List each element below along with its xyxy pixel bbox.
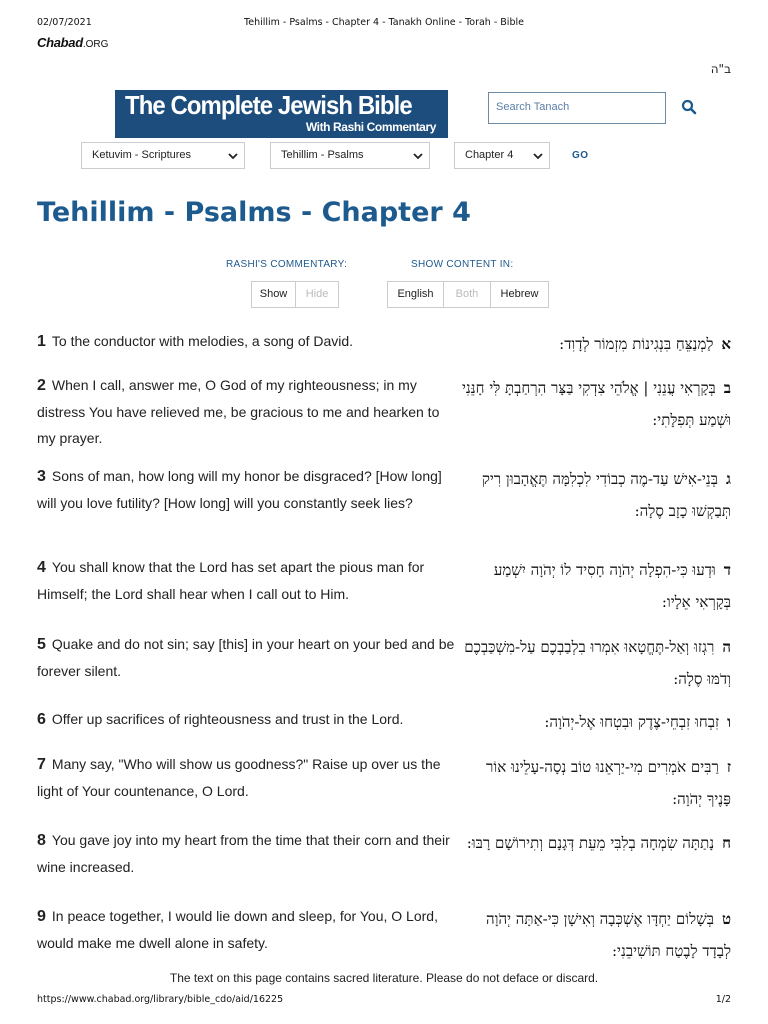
verse-english-text: In peace together, I would lie down and sleep, for You, O Lord, would make me dwell alone in safety. xyxy=(37,908,438,951)
site-banner[interactable] xyxy=(115,90,448,138)
verse-number: 7 xyxy=(37,756,46,773)
print-title: Tehillim - Psalms - Chapter 4 - Tanakh Online - Torah - Bible xyxy=(244,17,524,28)
verse-english-text: You gave joy into my heart from the time that their corn and their wine increased. xyxy=(37,832,450,875)
verse-hebrew xyxy=(461,631,731,695)
verse-hebrew-number: ח xyxy=(722,834,731,852)
chevron-down-icon xyxy=(533,151,543,161)
verse-english-text: Offer up sacrifices of righteousness and trust in the Lord. xyxy=(51,711,404,727)
verse-hebrew-text: בְּקָרְאִי עֲנֵנִי | אֱלֹהֵי צִדְקִי בַּצָּר הִרְחַבְתָּ לִּי חָנֵּנִי וּשְׁמַע תְּפִלָּתִי: xyxy=(461,379,731,429)
search-input[interactable]: Search Tanach xyxy=(488,92,666,124)
verse-hebrew-text: זִבְחוּ זִבְחֵי-צֶדֶק וּבִטְחוּ אֶל-יְהֹוָה: xyxy=(544,713,720,731)
verse-english xyxy=(37,463,457,516)
english-button[interactable]: English xyxy=(387,281,444,308)
book-select[interactable] xyxy=(270,142,430,169)
verse-hebrew-text: בְּשָׁלוֹם יַחְדָּו אֶשְׁכְּבָה וְאִישָׁן כִּי-אַתָּה יְהֹוָה לְבָדָד לָבֶטַח תּוֹשִׁיבֵנִי: xyxy=(486,910,731,960)
verse-english-text: Sons of man, how long will my honor be disgraced? [How long] will you love futility? [How long] will you constantly seek lies? xyxy=(37,468,442,511)
verse-english-text: When I call, answer me, O God of my righteousness; in my distress You have relieved me, be gracious to me and hearken to my prayer. xyxy=(37,377,440,446)
verse-english xyxy=(37,903,457,956)
verse-hebrew-number: ו xyxy=(727,713,731,731)
verse-english xyxy=(37,706,457,733)
verse-hebrew-number: ב xyxy=(723,379,731,397)
verse-english xyxy=(37,328,457,355)
chabad-logo[interactable] xyxy=(37,35,108,50)
verse-hebrew xyxy=(461,372,731,436)
logo-brand: Chabad xyxy=(37,35,83,50)
logo-suffix: .ORG xyxy=(82,39,109,50)
print-page-number: 1/2 xyxy=(715,994,731,1005)
verse-number: 3 xyxy=(37,468,46,485)
sacred-text-notice: The text on this page contains sacred literature. Please do not deface or discard. xyxy=(169,971,599,985)
verse-hebrew xyxy=(461,903,731,967)
verse-number: 2 xyxy=(37,377,46,394)
verse-hebrew-text: בְּנֵי-אִישׁ עַד-מֶה כְבוֹדִי לִכְלִמָּה תֶּאֱהָבוּן רִיק תְּבַקְשׁוּ כָזָב סֶלָה: xyxy=(481,470,731,520)
verse-english xyxy=(37,631,457,684)
verse-hebrew xyxy=(461,328,731,360)
verse-english-text: To the conductor with melodies, a song of David. xyxy=(51,333,354,349)
verse-english-text: Many say, "Who will show us goodness?" Raise up over us the light of Your countenance, O Lord. xyxy=(37,756,441,799)
both-button[interactable]: Both xyxy=(443,281,491,308)
rashi-hide-button[interactable]: Hide xyxy=(295,281,339,308)
verse-hebrew-number: ג xyxy=(726,470,731,488)
verse-hebrew-text: לַמְנַצֵּחַ בִּנְגִינוֹת מִזְמוֹר לְדָוִד: xyxy=(559,335,714,353)
verse-hebrew-text: רַבִּים אֹמְרִים מִי-יַרְאֵנוּ טוֹב נְסָה-עָלֵינוּ אוֹר פָּנֶיךָ יְהֹוָה: xyxy=(486,758,731,808)
verse-hebrew xyxy=(461,706,731,738)
verse-english-text: Quake and do not sin; say [this] in your heart on your bed and be forever silent. xyxy=(37,636,455,679)
verse-number: 6 xyxy=(37,711,46,728)
banner-title: The Complete Jewish Bible xyxy=(125,90,412,120)
verse-hebrew xyxy=(461,827,731,859)
verse-hebrew-number: ט xyxy=(721,910,731,928)
rashi-show-button[interactable]: Show xyxy=(251,281,296,308)
verse-english xyxy=(37,554,457,607)
verse-hebrew xyxy=(461,463,731,527)
chapter-select[interactable] xyxy=(454,142,550,169)
banner-subtitle: With Rashi Commentary xyxy=(305,120,436,134)
bh-mark: ב"ה xyxy=(710,62,731,76)
show-content-label: SHOW CONTENT IN: xyxy=(411,259,514,270)
verse-number: 8 xyxy=(37,832,46,849)
verse-hebrew-text: רִגְזוּ וְאַל-תֶּחֱטָאוּ אִמְרוּ בִלְבַבְכֶם עַל-מִשְׁכַּבְכֶם וְדֹמּוּ סֶלָה: xyxy=(464,638,731,688)
print-url: https://www.chabad.org/library/bible_cdo/aid/16225 xyxy=(37,994,284,1005)
print-date: 02/07/2021 xyxy=(37,17,92,28)
verse-number: 9 xyxy=(37,908,46,925)
verse-hebrew-text: וּדְעוּ כִּי-הִפְלָה יְהֹוָה חָסִיד לוֹ יְהֹוָה יִשְׁמַע בְּקָרְאִי אֵלָיו: xyxy=(493,561,731,611)
section-select[interactable] xyxy=(81,142,245,169)
verse-english xyxy=(37,827,457,880)
verse-number: 4 xyxy=(37,559,46,576)
verse-english xyxy=(37,372,457,451)
search-icon[interactable] xyxy=(680,98,698,116)
page-title: Tehillim - Psalms - Chapter 4 xyxy=(37,197,471,228)
verse-hebrew-number: א xyxy=(721,335,731,353)
verse-number: 1 xyxy=(37,333,46,350)
verse-english xyxy=(37,751,457,804)
verse-hebrew-text: נָתַתָּה שִׂמְחָה בְלִבִּי מֵעֵת דְּגָנָם וְתִירוֹשָׁם רָבּוּ: xyxy=(466,834,715,852)
verse-number: 5 xyxy=(37,636,46,653)
verse-hebrew-number: ה xyxy=(722,638,731,656)
verse-hebrew xyxy=(461,554,731,618)
chevron-down-icon xyxy=(228,151,238,161)
verse-hebrew-number: ז xyxy=(726,758,731,776)
hebrew-button[interactable]: Hebrew xyxy=(490,281,549,308)
book-select-value: Tehillim - Psalms xyxy=(281,149,364,161)
verse-english-text: You shall know that the Lord has set apart the pious man for Himself; the Lord shall hear when I call out to Him. xyxy=(37,559,425,602)
chevron-down-icon xyxy=(413,151,423,161)
rashi-commentary-label: RASHI'S COMMENTARY: xyxy=(226,259,348,270)
verse-hebrew-number: ד xyxy=(723,561,731,579)
chapter-select-value: Chapter 4 xyxy=(465,149,514,161)
verse-hebrew xyxy=(461,751,731,815)
go-button[interactable]: GO xyxy=(572,150,589,161)
section-select-value: Ketuvim - Scriptures xyxy=(92,149,192,161)
